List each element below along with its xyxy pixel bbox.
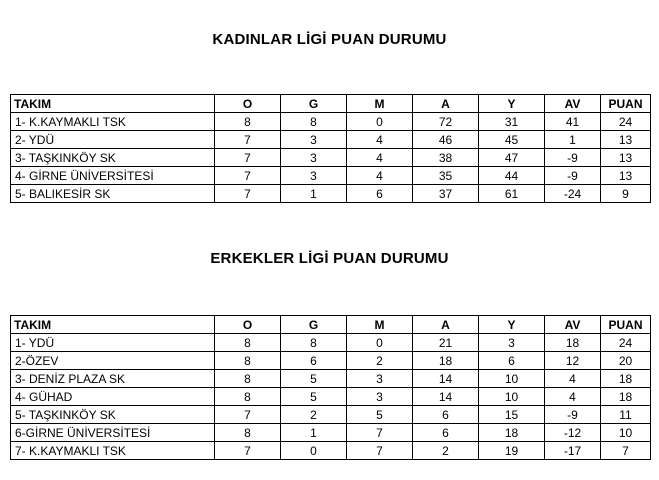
column-header-scored: A (413, 316, 479, 334)
table-row (11, 370, 651, 388)
table-header-row (11, 316, 651, 334)
women-standings-table (10, 94, 651, 203)
team-cell: 3- DENİZ PLAZA SK (11, 370, 215, 388)
points-cell: 13 (601, 149, 651, 167)
average-cell: -9 (545, 149, 601, 167)
conceded-cell: 3 (479, 334, 545, 352)
average-cell: 1 (545, 131, 601, 149)
average-cell: 4 (545, 370, 601, 388)
table-row (11, 167, 651, 185)
scored-cell: 6 (413, 424, 479, 442)
table-row (11, 131, 651, 149)
points-cell: 18 (601, 370, 651, 388)
scored-cell: 21 (413, 334, 479, 352)
played-cell: 7 (215, 131, 281, 149)
scored-cell: 37 (413, 185, 479, 203)
points-cell: 24 (601, 113, 651, 131)
column-header-team: TAKIM (11, 316, 215, 334)
column-header-average: AV (545, 316, 601, 334)
column-header-team: TAKIM (11, 95, 215, 113)
scored-cell: 38 (413, 149, 479, 167)
won-cell: 8 (281, 334, 347, 352)
table-header-row (11, 95, 651, 113)
column-header-scored: A (413, 95, 479, 113)
conceded-cell: 45 (479, 131, 545, 149)
average-cell: -17 (545, 442, 601, 460)
conceded-cell: 10 (479, 370, 545, 388)
column-header-won: G (281, 95, 347, 113)
played-cell: 8 (215, 424, 281, 442)
lost-cell: 4 (347, 167, 413, 185)
points-cell: 13 (601, 131, 651, 149)
points-cell: 10 (601, 424, 651, 442)
won-cell: 8 (281, 113, 347, 131)
scored-cell: 2 (413, 442, 479, 460)
column-header-played: O (215, 95, 281, 113)
won-cell: 0 (281, 442, 347, 460)
column-header-points: PUAN (601, 95, 651, 113)
column-header-conceded: Y (479, 316, 545, 334)
average-cell: 12 (545, 352, 601, 370)
points-cell: 18 (601, 388, 651, 406)
table-row (11, 406, 651, 424)
conceded-cell: 10 (479, 388, 545, 406)
team-cell: 5- BALIKESİR SK (11, 185, 215, 203)
lost-cell: 0 (347, 113, 413, 131)
conceded-cell: 47 (479, 149, 545, 167)
played-cell: 7 (215, 185, 281, 203)
points-cell: 24 (601, 334, 651, 352)
team-cell: 1- K.KAYMAKLI TSK (11, 113, 215, 131)
points-cell: 7 (601, 442, 651, 460)
women-league-title: KADINLAR LİGİ PUAN DURUMU (212, 31, 447, 48)
won-cell: 5 (281, 388, 347, 406)
played-cell: 7 (215, 167, 281, 185)
average-cell: -24 (545, 185, 601, 203)
team-cell: 1- YDÜ (11, 334, 215, 352)
scored-cell: 46 (413, 131, 479, 149)
lost-cell: 4 (347, 149, 413, 167)
won-cell: 3 (281, 131, 347, 149)
table-row (11, 149, 651, 167)
column-header-conceded: Y (479, 95, 545, 113)
played-cell: 8 (215, 113, 281, 131)
column-header-won: G (281, 316, 347, 334)
lost-cell: 2 (347, 352, 413, 370)
average-cell: 4 (545, 388, 601, 406)
team-cell: 7- K.KAYMAKLI TSK (11, 442, 215, 460)
lost-cell: 3 (347, 388, 413, 406)
men-table-body (11, 334, 651, 460)
played-cell: 7 (215, 442, 281, 460)
team-cell: 2- YDÜ (11, 131, 215, 149)
conceded-cell: 61 (479, 185, 545, 203)
played-cell: 7 (215, 149, 281, 167)
scored-cell: 72 (413, 113, 479, 131)
points-cell: 20 (601, 352, 651, 370)
conceded-cell: 15 (479, 406, 545, 424)
table-row (11, 113, 651, 131)
team-cell: 4- GÜHAD (11, 388, 215, 406)
conceded-cell: 6 (479, 352, 545, 370)
scored-cell: 14 (413, 370, 479, 388)
won-cell: 1 (281, 185, 347, 203)
won-cell: 3 (281, 167, 347, 185)
column-header-average: AV (545, 95, 601, 113)
points-cell: 9 (601, 185, 651, 203)
team-cell: 6-GİRNE ÜNİVERSİTESİ (11, 424, 215, 442)
team-cell: 2-ÖZEV (11, 352, 215, 370)
played-cell: 8 (215, 388, 281, 406)
team-cell: 4- GİRNE ÜNİVERSİTESİ (11, 167, 215, 185)
won-cell: 2 (281, 406, 347, 424)
scored-cell: 14 (413, 388, 479, 406)
team-cell: 3- TAŞKINKÖY SK (11, 149, 215, 167)
points-cell: 11 (601, 406, 651, 424)
points-cell: 13 (601, 167, 651, 185)
won-cell: 3 (281, 149, 347, 167)
conceded-cell: 19 (479, 442, 545, 460)
column-header-points: PUAN (601, 316, 651, 334)
table-row (11, 185, 651, 203)
scored-cell: 18 (413, 352, 479, 370)
column-header-lost: M (347, 316, 413, 334)
men-league-title: ERKEKLER LİGİ PUAN DURUMU (210, 250, 449, 267)
lost-cell: 3 (347, 370, 413, 388)
scored-cell: 35 (413, 167, 479, 185)
average-cell: -9 (545, 167, 601, 185)
lost-cell: 7 (347, 442, 413, 460)
conceded-cell: 44 (479, 167, 545, 185)
conceded-cell: 18 (479, 424, 545, 442)
team-cell: 5- TAŞKINKÖY SK (11, 406, 215, 424)
lost-cell: 7 (347, 424, 413, 442)
column-header-played: O (215, 316, 281, 334)
won-cell: 1 (281, 424, 347, 442)
won-cell: 5 (281, 370, 347, 388)
average-cell: -12 (545, 424, 601, 442)
women-table-body (11, 113, 651, 203)
lost-cell: 6 (347, 185, 413, 203)
lost-cell: 0 (347, 334, 413, 352)
table-row (11, 334, 651, 352)
average-cell: -9 (545, 406, 601, 424)
played-cell: 8 (215, 352, 281, 370)
played-cell: 8 (215, 370, 281, 388)
average-cell: 18 (545, 334, 601, 352)
lost-cell: 5 (347, 406, 413, 424)
table-row (11, 388, 651, 406)
column-header-lost: M (347, 95, 413, 113)
average-cell: 41 (545, 113, 601, 131)
lost-cell: 4 (347, 131, 413, 149)
scored-cell: 6 (413, 406, 479, 424)
table-row (11, 352, 651, 370)
played-cell: 8 (215, 334, 281, 352)
played-cell: 7 (215, 406, 281, 424)
men-standings-table (10, 315, 651, 460)
won-cell: 6 (281, 352, 347, 370)
table-row (11, 442, 651, 460)
table-row (11, 424, 651, 442)
conceded-cell: 31 (479, 113, 545, 131)
